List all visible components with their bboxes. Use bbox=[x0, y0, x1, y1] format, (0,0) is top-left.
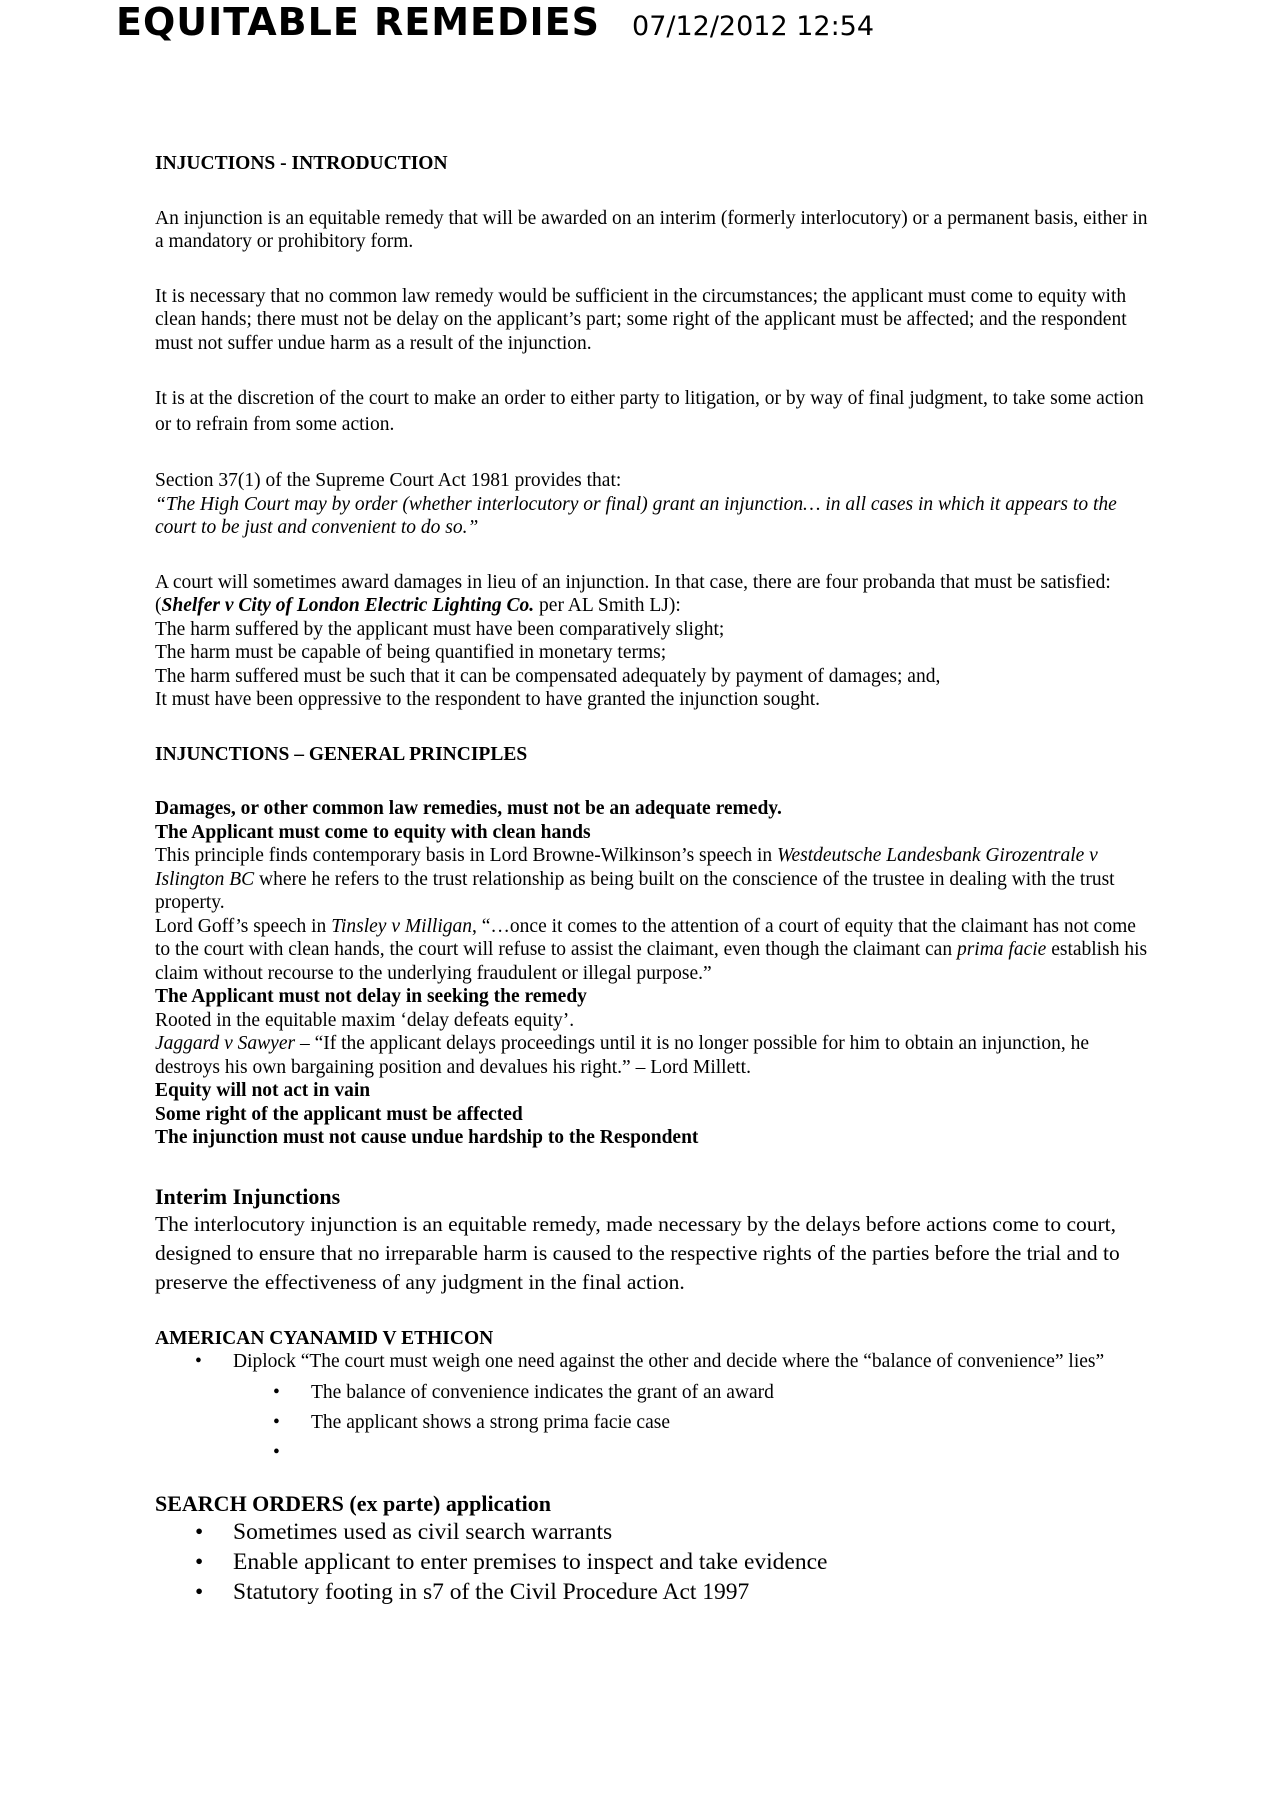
cyanamid-sublist bbox=[233, 1378, 1155, 1468]
principle-clean-hands: The Applicant must come to equity with clean hands bbox=[155, 821, 591, 843]
goff-mid: , “…once it comes to the attention of a court of equity that the claimant has not come to the court with clean hands, the court will refuse to assist the claimant, even though the claimant can bbox=[155, 915, 1136, 960]
search-orders-list bbox=[155, 1517, 1155, 1607]
shelfer-case: Shelfer v City of London Electric Lighting Co. bbox=[161, 595, 535, 616]
list-item: • Enable applicant to enter premises to inspect and take evidence bbox=[233, 1547, 1155, 1577]
intro-paragraph-3: It is at the discretion of the court to make an order to either party to litigation, or by way of final judgment, to take some action or to refrain from some action. bbox=[155, 388, 1144, 435]
damages-in-lieu-paragraph bbox=[155, 571, 1155, 618]
list-item: • Sometimes used as civil search warrants bbox=[233, 1517, 1155, 1547]
jaggard-case: Jaggard v Sawyer bbox=[155, 1033, 296, 1054]
browne-text: This principle finds contemporary basis in Lord Browne-Wilkinson’s speech in bbox=[155, 845, 778, 866]
probanda-item: The harm suffered by the applicant must have been comparatively slight; bbox=[155, 618, 725, 640]
document-title: EQUITABLE REMEDIES bbox=[116, 0, 601, 44]
list-item bbox=[233, 1350, 1155, 1468]
prima-facie: prima facie bbox=[956, 939, 1047, 960]
principle-right-affected: Some right of the applicant must be affected bbox=[155, 1103, 523, 1125]
diplock-bullet: Diplock “The court must weigh one need against the other and decide where the “balance of convenience” lies” bbox=[233, 1351, 1105, 1372]
principle-adequate-remedy: Damages, or other common law remedies, must not be an adequate remedy. bbox=[155, 798, 782, 819]
jaggard-paragraph bbox=[155, 1032, 1155, 1079]
probanda-item: The harm must be capable of being quantified in monetary terms; bbox=[155, 642, 667, 663]
principle-undue-hardship: The injunction must not cause undue hardship to the Respondent bbox=[155, 1127, 699, 1148]
tinsley-case: Tinsley v Milligan bbox=[331, 915, 473, 937]
westdeutsche-case: Westdeutsche Landesbank Girozentrale v Islington BC bbox=[155, 845, 1098, 890]
search-orders-heading: SEARCH ORDERS (ex parte) application bbox=[155, 1490, 552, 1516]
document-datetime: 07/12/2012 12:54 bbox=[632, 11, 875, 42]
list-item bbox=[311, 1438, 1155, 1468]
jaggard-quote: – “If the applicant delays proceedings until it is no longer possible for him to obtain an injunction, he destroys his own bargaining position and devalues his right.” – Lord Millett. bbox=[155, 1033, 1090, 1078]
cyanamid-list bbox=[155, 1350, 1155, 1468]
interim-paragraph: The interlocutory injunction is an equitable remedy, made necessary by the delays before actions come to court, designed to ensure that no irreparable harm is caused to the respective rights of the parties before the trial and to preserve the effectiveness of any judgment in the final action. bbox=[155, 1211, 1120, 1294]
lord-goff-paragraph bbox=[155, 915, 1155, 986]
intro-paragraph-2: It is necessary that no common law remedy would be sufficient in the circumstances; the applicant must come to equity with clean hands; there must not be delay on the applicant’s part; some right of the applicant must be affected; and the respondent must not suffer undue harm as a result of the injunction. bbox=[155, 285, 1127, 354]
browne-wilkinson-paragraph bbox=[155, 844, 1155, 915]
damages-tail: per AL Smith LJ): bbox=[534, 595, 681, 616]
principle-not-in-vain: Equity will not act in vain bbox=[155, 1080, 371, 1101]
list-item: • The applicant shows a strong prima facie case bbox=[311, 1408, 1155, 1438]
browne-post: where he refers to the trust relationship as being built on the conscience of the trustee in dealing with the trust property. bbox=[155, 868, 1115, 913]
probanda-item: The harm suffered must be such that it can be compensated adequately by payment of damages; and, bbox=[155, 665, 941, 687]
damages-paren: ( bbox=[155, 595, 162, 616]
interim-heading: Interim Injunctions bbox=[155, 1183, 341, 1209]
section-37-quote: “The High Court may by order (whether interlocutory or final) grant an injunction… in all cases in which it appears to the court to be just and convenient to do so.” bbox=[155, 493, 1117, 538]
probanda-item: It must have been oppressive to the respondent to have granted the injunction sought. bbox=[155, 689, 821, 710]
delay-maxim: Rooted in the equitable maxim ‘delay defeats equity’. bbox=[155, 1009, 575, 1031]
section-37-intro: Section 37(1) of the Supreme Court Act 1981 provides that: bbox=[155, 470, 622, 491]
principle-delay: The Applicant must not delay in seeking the remedy bbox=[155, 986, 587, 1007]
document-body bbox=[155, 152, 1155, 1607]
goff-text: Lord Goff’s speech in bbox=[155, 915, 332, 937]
cyanamid-heading: AMERICAN CYANAMID V ETHICON bbox=[155, 1327, 494, 1349]
intro-paragraph-1: An injunction is an equitable remedy that will be awarded on an interim (formerly interlocutory) or a permanent basis, either in a mandatory or prohibitory form. bbox=[155, 207, 1148, 252]
goff-post: establish his claim without recourse to the underlying fraudulent or illegal purpose.” bbox=[155, 939, 1148, 984]
damages-text: A court will sometimes award damages in lieu of an injunction. In that case, there are four probanda that must be satisfied: bbox=[155, 571, 1111, 593]
list-item: • The balance of convenience indicates the grant of an award bbox=[311, 1378, 1155, 1408]
general-principles-heading: INJUNCTIONS – GENERAL PRINCIPLES bbox=[155, 743, 528, 765]
intro-heading: INJUCTIONS - INTRODUCTION bbox=[155, 153, 448, 174]
document-header bbox=[116, 0, 874, 44]
list-item: • Statutory footing in s7 of the Civil Procedure Act 1997 bbox=[233, 1577, 1155, 1607]
